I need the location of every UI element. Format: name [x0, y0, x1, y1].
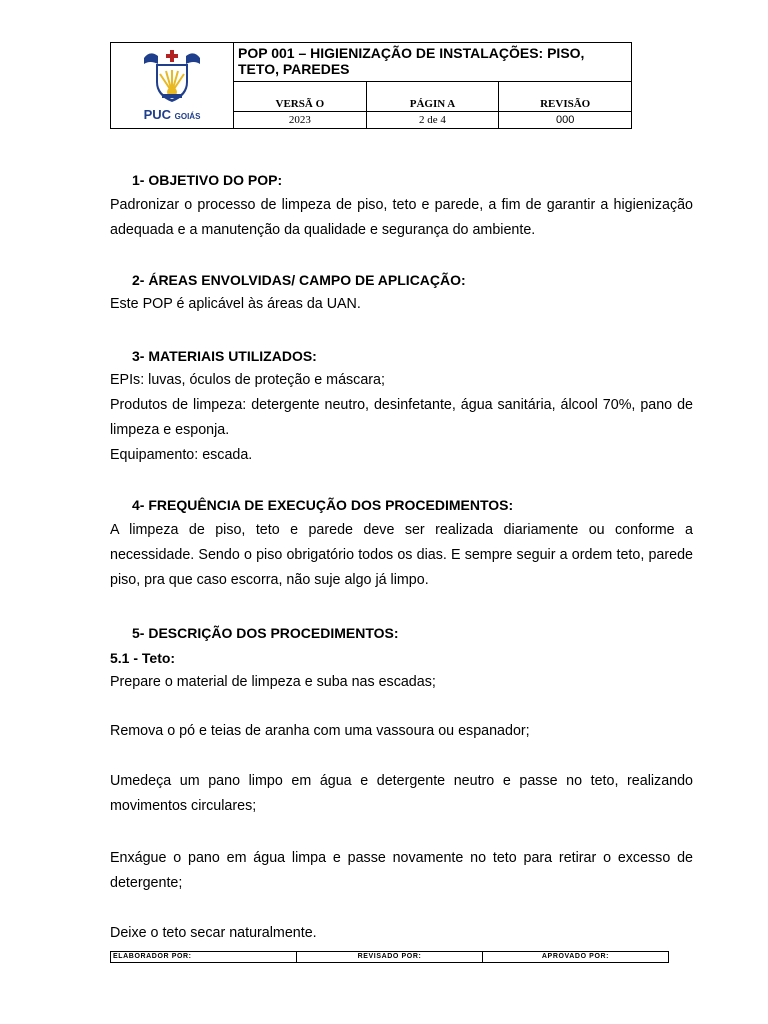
- version-value: 2023: [234, 111, 367, 128]
- aprovado-field: APROVADO POR:: [483, 952, 669, 963]
- page-label: PÁGIN A: [366, 82, 499, 111]
- puc-goias-logo: [111, 48, 233, 124]
- revisado-field: REVISADO POR:: [297, 952, 483, 963]
- elaborador-field: ELABORADOR POR:: [111, 952, 297, 963]
- page-value: 2 de 4: [366, 111, 499, 128]
- step-2: Remova o pó e teias de aranha com uma vassoura ou espanador;: [110, 723, 530, 739]
- section-3-line-2: Produtos de limpeza: detergente neutro, desinfetante, água sanitária, álcool 70%, pano de limpeza e esponja.: [110, 397, 693, 438]
- step-1: Prepare o material de limpeza e suba nas escadas;: [110, 674, 436, 690]
- step-3: Umedeça um pano limpo em água e detergente neutro e passe no teto, realizando movimentos circulares;: [110, 773, 693, 814]
- section-3-heading: 3- MATERIAIS UTILIZADOS:: [132, 348, 317, 364]
- step-5: Deixe o teto secar naturalmente.: [110, 925, 317, 941]
- section-5-1-subheading: 5.1 - Teto:: [110, 650, 176, 666]
- signature-footer: [110, 951, 669, 963]
- logo-text-main: PUC: [143, 106, 172, 122]
- section-2-heading: 2- ÁREAS ENVOLVIDAS/ CAMPO DE APLICAÇÃO:: [132, 272, 466, 288]
- version-label: VERSÃ O: [234, 82, 367, 111]
- revision-label: REVISÃO: [499, 82, 632, 111]
- section-2-text: Este POP é aplicável às áreas da UAN.: [110, 296, 361, 312]
- logo-text-sub: GOIÁS: [174, 111, 201, 121]
- step-4: Enxágue o pano em água limpa e passe novamente no teto para retirar o excesso de detergente;: [110, 850, 693, 891]
- section-1-text: Padronizar o processo de limpeza de piso, teto e parede, a fim de garantir a higienização adequada e a manutenção da qualidade e segurança do ambiente.: [110, 197, 693, 238]
- revision-value: 000: [499, 111, 632, 128]
- section-4-heading: 4- FREQUÊNCIA DE EXECUÇÃO DOS PROCEDIMENTOS:: [132, 497, 514, 513]
- section-1-heading: 1- OBJETIVO DO POP:: [132, 172, 283, 188]
- section-4-text: A limpeza de piso, teto e parede deve ser realizada diariamente ou conforme a necessidade. Sendo o piso obrigatório todos os dias. E sempre seguir a ordem teto, parede piso, pra que caso escorra, não suje algo já limpo.: [110, 522, 693, 588]
- university-crest-icon: [140, 48, 204, 106]
- section-3-line-1: EPIs: luvas, óculos de proteção e máscara;: [110, 372, 385, 388]
- document-header: [110, 42, 632, 129]
- logo-cell: [111, 43, 234, 129]
- document-title: POP 001 – HIGIENIZAÇÃO DE INSTALAÇÕES: PISO, TETO, PAREDES: [234, 43, 632, 82]
- section-5-heading: 5- DESCRIÇÃO DOS PROCEDIMENTOS:: [132, 625, 399, 641]
- section-3-line-3: Equipamento: escada.: [110, 447, 253, 463]
